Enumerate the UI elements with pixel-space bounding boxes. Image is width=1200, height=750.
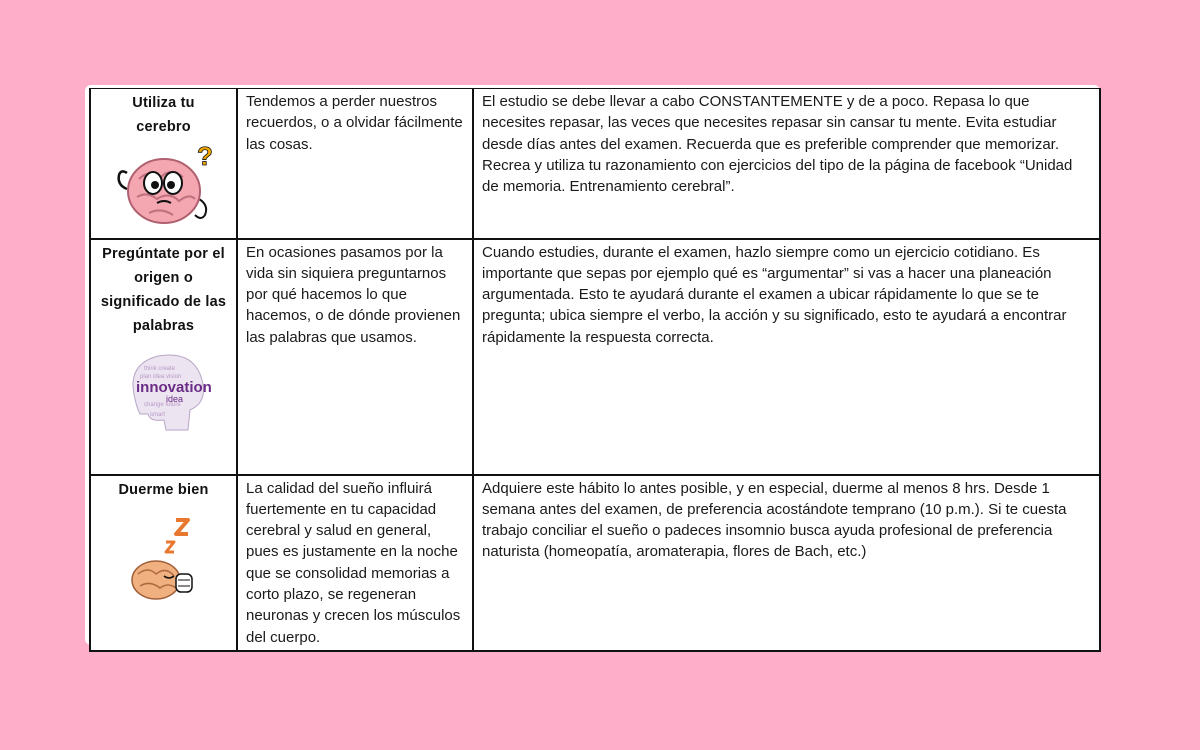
tip-description: En ocasiones pasamos por la vida sin siquiera preguntarnos por qué hacemos lo que hacemos, o de dónde provienen las palabras que usamos.	[237, 239, 473, 475]
tip-advice: Adquiere este hábito lo antes posible, y en especial, duerme al menos 8 hrs. Desde 1 semana antes del examen, de preferencia acostándote temprano (10 p.m.). Si te cuesta trabajo conciliar el sueño o padeces insomnio busca ayuda profesional de preferencia naturista (homeopatía, aromaterapia, flores de Bach, etc.)	[473, 475, 1100, 651]
tip-title-cell	[90, 89, 237, 239]
tip-title: Utiliza tu cerebro	[132, 95, 195, 135]
tip-title-cell	[90, 239, 237, 475]
tip-row-sleep	[90, 475, 1100, 651]
thinking-brain-icon	[109, 139, 219, 229]
word-cloud-idea: idea	[165, 393, 183, 404]
study-tips-table	[89, 88, 1101, 652]
tip-advice: El estudio se debe llevar a cabo CONSTANTEMENTE y de a poco. Repasa lo que necesites repasar, las veces que necesites repasar sin cansar tu mente. Evita estudiar desde días antes del examen. Recuerda que es preferible comprender que memorizar. Recrea y utiliza tu razonamiento con ejercicios del tipo de la página de facebook “Unidad de memoria. Entrenamiento cerebral”.	[473, 89, 1100, 239]
tip-row-word-origin	[90, 239, 1100, 475]
tip-title-cell	[90, 475, 237, 651]
tip-row-use-brain	[90, 89, 1100, 239]
tip-title: Pregúntate por el origen o significado de las palabras	[100, 245, 227, 334]
tip-advice: Cuando estudies, durante el examen, hazlo siempre como un ejercicio cotidiano. Es importante que sepas por ejemplo qué es “argumentar” si vas a hacer una planeación argumentada. Esto te ayudará durante el examen a ubicar rápidamente lo que se te pregunta; ubica siempre el verbo, la acción y su significado, esto te ayudará a encontrar rápidamente la respuesta correcta.	[473, 239, 1100, 475]
tip-title: Duerme bien	[118, 481, 209, 498]
tip-description: Tendemos a perder nuestros recuerdos, o a olvidar fácilmente las cosas.	[237, 89, 473, 239]
word-cloud-main: innovation	[135, 378, 212, 396]
tip-description: La calidad del sueño influirá fuertemente en tu capacidad cerebral y salud en general, pues es justamente en la noche que se consolidad memorias a corto plazo, se regeneran neuronas y crecen los músculos del cuerpo.	[237, 475, 473, 651]
svg-text:plan idea vision: plan idea vision	[139, 373, 181, 380]
svg-text:?: ?	[196, 141, 213, 171]
word-cloud-head-icon	[114, 344, 214, 439]
sleeping-brain-icon	[114, 510, 214, 610]
svg-text:change future: change future	[143, 401, 181, 408]
svg-text:smart: smart	[149, 411, 165, 418]
svg-text:think create: think create	[143, 365, 175, 372]
